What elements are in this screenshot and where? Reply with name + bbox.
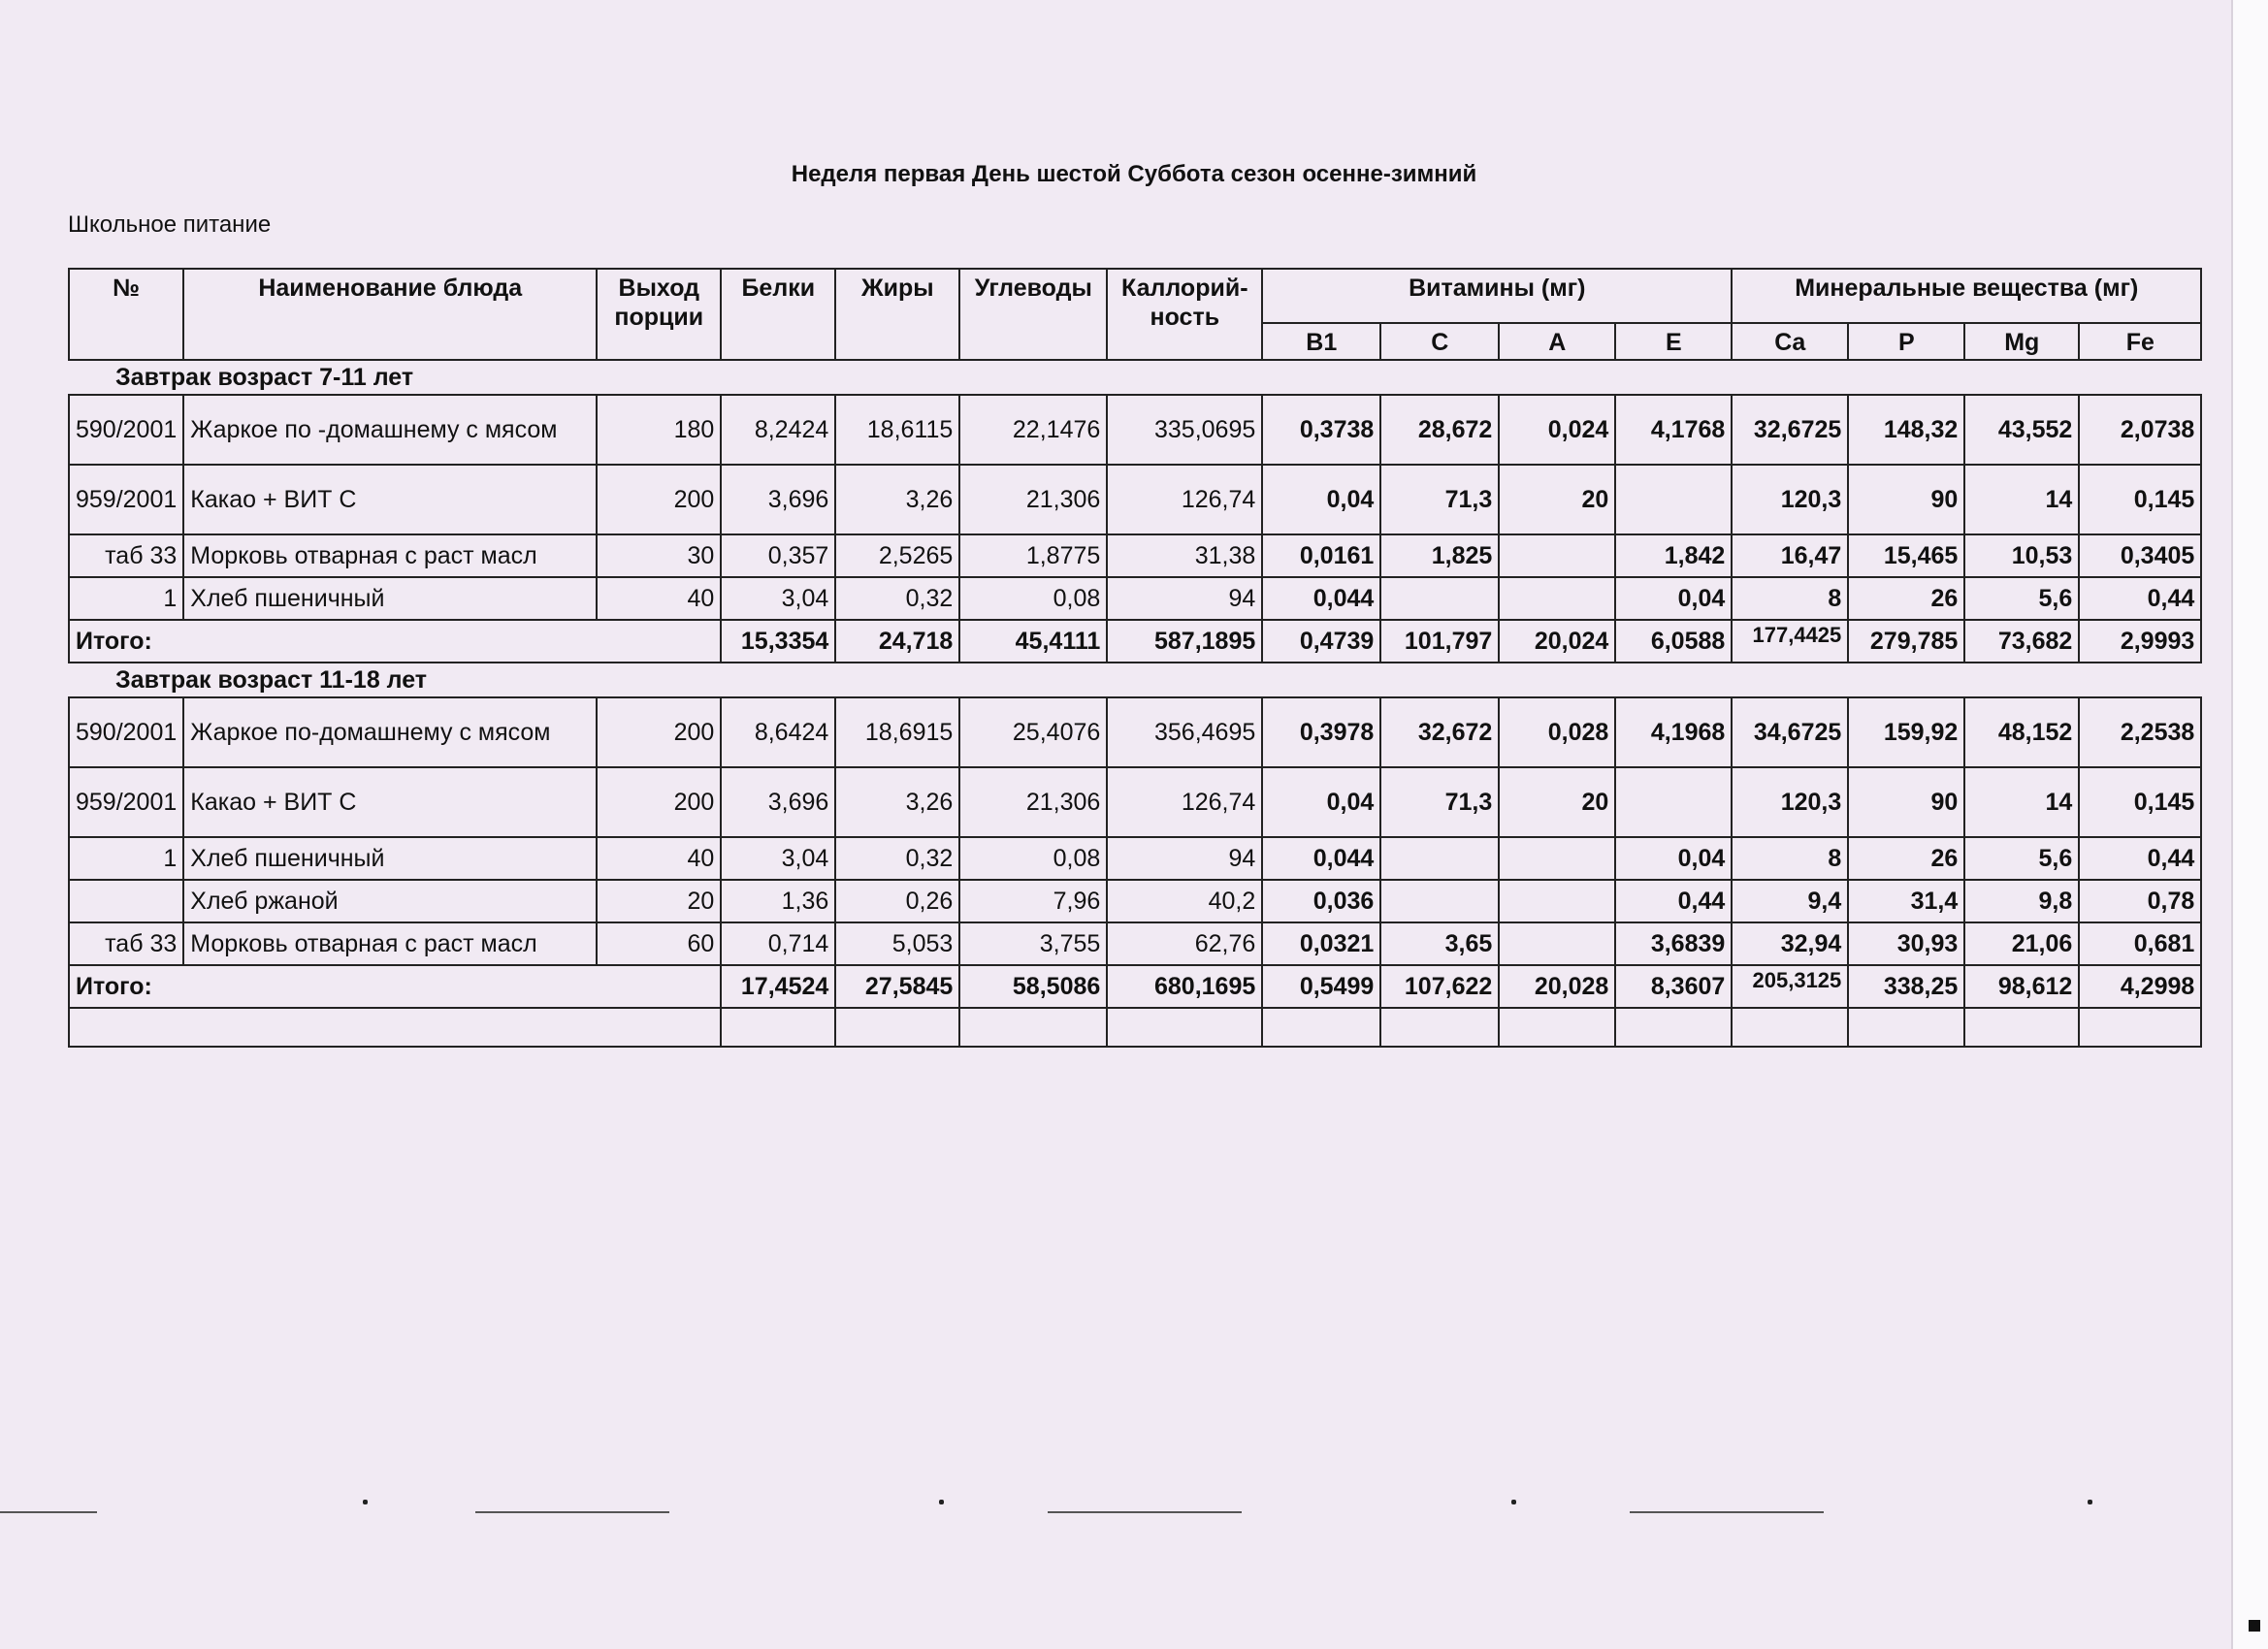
p-total: 338,25 — [1848, 965, 1964, 1008]
fe-total: 2,9993 — [2079, 620, 2201, 663]
dish-name: Хлеб пшеничный — [183, 577, 597, 620]
fat-cell: 18,6115 — [835, 395, 959, 465]
page-edge — [2231, 0, 2268, 1649]
table-row — [69, 837, 2201, 880]
b1-cell: 0,04 — [1262, 465, 1380, 534]
scan-line — [1630, 1511, 1824, 1513]
p-cell: 30,93 — [1848, 922, 1964, 965]
a-total: 20,024 — [1499, 620, 1615, 663]
table-row — [69, 395, 2201, 465]
section-title: Завтрак возраст 11-18 лет — [69, 663, 2201, 697]
fat-total: 27,5845 — [835, 965, 959, 1008]
mg-cell: 9,8 — [1964, 880, 2079, 922]
mg-cell: 5,6 — [1964, 837, 2079, 880]
mg-total: 73,682 — [1964, 620, 2079, 663]
carbs-cell: 25,4076 — [959, 697, 1107, 767]
table-row — [69, 922, 2201, 965]
table-row — [69, 880, 2201, 922]
ca-cell: 120,3 — [1732, 767, 1848, 837]
portion-cell: 60 — [597, 922, 721, 965]
section-breakfast-11-18 — [69, 663, 2201, 1047]
e-cell: 0,44 — [1615, 880, 1732, 922]
b1-total: 0,5499 — [1262, 965, 1380, 1008]
e-total: 8,3607 — [1615, 965, 1732, 1008]
scan-dot — [939, 1500, 944, 1504]
table-header — [69, 269, 2201, 360]
ca-cell: 34,6725 — [1732, 697, 1848, 767]
header-protein: Белки — [721, 269, 835, 360]
p-cell: 90 — [1848, 767, 1964, 837]
fat-cell: 2,5265 — [835, 534, 959, 577]
calories-cell: 62,76 — [1107, 922, 1262, 965]
header-minerals: Минеральные вещества (мг) — [1732, 269, 2201, 323]
ca-cell: 120,3 — [1732, 465, 1848, 534]
a-cell — [1499, 534, 1615, 577]
portion-cell: 20 — [597, 880, 721, 922]
table-row — [69, 534, 2201, 577]
dish-name: Жаркое по-домашнему с мясом — [183, 697, 597, 767]
header-carbs: Углеводы — [959, 269, 1107, 360]
scan-line — [0, 1511, 97, 1513]
c-cell — [1380, 837, 1499, 880]
fat-cell: 0,32 — [835, 837, 959, 880]
a-cell — [1499, 922, 1615, 965]
c-cell: 28,672 — [1380, 395, 1499, 465]
b1-total: 0,4739 — [1262, 620, 1380, 663]
header-mineral-mg: Mg — [1964, 323, 2079, 360]
ca-cell: 8 — [1732, 837, 1848, 880]
dish-code: 959/2001 — [69, 767, 183, 837]
scan-line — [1048, 1511, 1242, 1513]
e-cell: 3,6839 — [1615, 922, 1732, 965]
p-cell: 90 — [1848, 465, 1964, 534]
dish-code: 590/2001 — [69, 395, 183, 465]
fe-cell: 2,2538 — [2079, 697, 2201, 767]
header-portion: Выход порции — [597, 269, 721, 360]
c-cell: 3,65 — [1380, 922, 1499, 965]
mg-cell: 43,552 — [1964, 395, 2079, 465]
portion-cell: 200 — [597, 697, 721, 767]
c-cell: 32,672 — [1380, 697, 1499, 767]
b1-cell: 0,044 — [1262, 837, 1380, 880]
c-cell — [1380, 577, 1499, 620]
a-cell: 20 — [1499, 767, 1615, 837]
header-fat: Жиры — [835, 269, 959, 360]
e-total: 6,0588 — [1615, 620, 1732, 663]
b1-cell: 0,3738 — [1262, 395, 1380, 465]
carbs-total: 58,5086 — [959, 965, 1107, 1008]
header-vitamin-c: C — [1380, 323, 1499, 360]
e-cell: 1,842 — [1615, 534, 1732, 577]
table-row — [69, 465, 2201, 534]
fat-cell: 3,26 — [835, 767, 959, 837]
calories-cell: 126,74 — [1107, 767, 1262, 837]
carbs-cell: 0,08 — [959, 837, 1107, 880]
header-vitamins: Витамины (мг) — [1262, 269, 1732, 323]
ca-cell: 16,47 — [1732, 534, 1848, 577]
p-cell: 148,32 — [1848, 395, 1964, 465]
header-vitamin-a: A — [1499, 323, 1615, 360]
total-row — [69, 965, 2201, 1008]
table-row — [69, 697, 2201, 767]
b1-cell: 0,04 — [1262, 767, 1380, 837]
carbs-cell: 7,96 — [959, 880, 1107, 922]
dish-code — [69, 880, 183, 922]
c-total: 101,797 — [1380, 620, 1499, 663]
carbs-cell: 1,8775 — [959, 534, 1107, 577]
header-mineral-fe: Fe — [2079, 323, 2201, 360]
carbs-total: 45,4111 — [959, 620, 1107, 663]
mg-cell: 14 — [1964, 465, 2079, 534]
nutrition-table — [68, 268, 2202, 1048]
calories-cell: 31,38 — [1107, 534, 1262, 577]
a-total: 20,028 — [1499, 965, 1615, 1008]
fe-cell: 0,145 — [2079, 767, 2201, 837]
fe-cell: 0,3405 — [2079, 534, 2201, 577]
protein-total: 17,4524 — [721, 965, 835, 1008]
protein-cell: 3,696 — [721, 465, 835, 534]
table-row — [69, 577, 2201, 620]
dish-name: Морковь отварная с раст масл — [183, 922, 597, 965]
fe-cell: 2,0738 — [2079, 395, 2201, 465]
calories-total: 680,1695 — [1107, 965, 1262, 1008]
dish-code: таб 33 — [69, 922, 183, 965]
dish-code: 959/2001 — [69, 465, 183, 534]
portion-cell: 40 — [597, 837, 721, 880]
dish-code: таб 33 — [69, 534, 183, 577]
mg-cell: 14 — [1964, 767, 2079, 837]
protein-cell: 0,357 — [721, 534, 835, 577]
fe-cell: 0,681 — [2079, 922, 2201, 965]
total-row — [69, 620, 2201, 663]
a-cell: 20 — [1499, 465, 1615, 534]
dish-code: 1 — [69, 577, 183, 620]
e-cell: 0,04 — [1615, 837, 1732, 880]
dish-name: Хлеб ржаной — [183, 880, 597, 922]
protein-cell: 0,714 — [721, 922, 835, 965]
protein-cell: 8,2424 — [721, 395, 835, 465]
header-number: № — [69, 269, 183, 360]
protein-cell: 3,696 — [721, 767, 835, 837]
fe-cell: 0,44 — [2079, 577, 2201, 620]
calories-cell: 94 — [1107, 577, 1262, 620]
carbs-cell: 21,306 — [959, 767, 1107, 837]
scan-dot — [2088, 1500, 2092, 1504]
p-total: 279,785 — [1848, 620, 1964, 663]
b1-cell: 0,044 — [1262, 577, 1380, 620]
b1-cell: 0,0321 — [1262, 922, 1380, 965]
protein-cell: 1,36 — [721, 880, 835, 922]
carbs-cell: 0,08 — [959, 577, 1107, 620]
protein-cell: 3,04 — [721, 577, 835, 620]
carbs-cell: 3,755 — [959, 922, 1107, 965]
c-total: 107,622 — [1380, 965, 1499, 1008]
empty-row — [69, 1008, 2201, 1047]
protein-cell: 3,04 — [721, 837, 835, 880]
scan-dot — [1511, 1500, 1516, 1504]
scan-dot — [363, 1500, 368, 1504]
dish-name: Какао + ВИТ С — [183, 767, 597, 837]
section-title: Завтрак возраст 7-11 лет — [69, 360, 2201, 395]
p-cell: 159,92 — [1848, 697, 1964, 767]
dish-name: Какао + ВИТ С — [183, 465, 597, 534]
ca-cell: 8 — [1732, 577, 1848, 620]
e-cell: 4,1768 — [1615, 395, 1732, 465]
a-cell: 0,024 — [1499, 395, 1615, 465]
calories-cell: 335,0695 — [1107, 395, 1262, 465]
ca-total: 177,4425 — [1732, 620, 1848, 663]
table-row — [69, 767, 2201, 837]
carbs-cell: 22,1476 — [959, 395, 1107, 465]
header-dish: Наименование блюда — [183, 269, 597, 360]
mg-cell: 48,152 — [1964, 697, 2079, 767]
calories-cell: 94 — [1107, 837, 1262, 880]
dish-name: Хлеб пшеничный — [183, 837, 597, 880]
mg-cell: 5,6 — [1964, 577, 2079, 620]
portion-cell: 200 — [597, 767, 721, 837]
mg-cell: 21,06 — [1964, 922, 2079, 965]
fe-cell: 0,145 — [2079, 465, 2201, 534]
document-title: Неделя первая День шестой Суббота сезон осенне-зимний — [791, 161, 1477, 187]
fat-cell: 0,26 — [835, 880, 959, 922]
a-cell — [1499, 577, 1615, 620]
fat-total: 24,718 — [835, 620, 959, 663]
header-calories: Каллорий-ность — [1107, 269, 1262, 360]
b1-cell: 0,036 — [1262, 880, 1380, 922]
fat-cell: 0,32 — [835, 577, 959, 620]
header-mineral-ca: Ca — [1732, 323, 1848, 360]
p-cell: 26 — [1848, 837, 1964, 880]
header-vitamin-b1: B1 — [1262, 323, 1380, 360]
dish-code: 1 — [69, 837, 183, 880]
mg-cell: 10,53 — [1964, 534, 2079, 577]
c-cell: 71,3 — [1380, 767, 1499, 837]
header-vitamin-e: E — [1615, 323, 1732, 360]
c-cell: 71,3 — [1380, 465, 1499, 534]
p-cell: 15,465 — [1848, 534, 1964, 577]
dish-code: 590/2001 — [69, 697, 183, 767]
section-breakfast-7-11 — [69, 360, 2201, 663]
e-cell — [1615, 767, 1732, 837]
calories-total: 587,1895 — [1107, 620, 1262, 663]
dish-name: Жаркое по -домашнему с мясом — [183, 395, 597, 465]
c-cell: 1,825 — [1380, 534, 1499, 577]
e-cell: 4,1968 — [1615, 697, 1732, 767]
a-cell: 0,028 — [1499, 697, 1615, 767]
portion-cell: 40 — [597, 577, 721, 620]
a-cell — [1499, 880, 1615, 922]
scan-line — [475, 1511, 669, 1513]
mg-total: 98,612 — [1964, 965, 2079, 1008]
fat-cell: 3,26 — [835, 465, 959, 534]
portion-cell: 180 — [597, 395, 721, 465]
b1-cell: 0,0161 — [1262, 534, 1380, 577]
fat-cell: 18,6915 — [835, 697, 959, 767]
protein-total: 15,3354 — [721, 620, 835, 663]
fe-cell: 0,44 — [2079, 837, 2201, 880]
p-cell: 31,4 — [1848, 880, 1964, 922]
fat-cell: 5,053 — [835, 922, 959, 965]
p-cell: 26 — [1848, 577, 1964, 620]
scan-corner-mark — [2249, 1620, 2260, 1632]
b1-cell: 0,3978 — [1262, 697, 1380, 767]
a-cell — [1499, 837, 1615, 880]
portion-cell: 30 — [597, 534, 721, 577]
ca-cell: 9,4 — [1732, 880, 1848, 922]
calories-cell: 40,2 — [1107, 880, 1262, 922]
fe-total: 4,2998 — [2079, 965, 2201, 1008]
carbs-cell: 21,306 — [959, 465, 1107, 534]
e-cell: 0,04 — [1615, 577, 1732, 620]
e-cell — [1615, 465, 1732, 534]
ca-cell: 32,6725 — [1732, 395, 1848, 465]
protein-cell: 8,6424 — [721, 697, 835, 767]
ca-cell: 32,94 — [1732, 922, 1848, 965]
c-cell — [1380, 880, 1499, 922]
document-subtitle: Школьное питание — [68, 211, 272, 238]
ca-total: 205,3125 — [1732, 965, 1848, 1008]
calories-cell: 356,4695 — [1107, 697, 1262, 767]
total-label: Итого: — [69, 620, 721, 663]
header-mineral-p: P — [1848, 323, 1964, 360]
fe-cell: 0,78 — [2079, 880, 2201, 922]
calories-cell: 126,74 — [1107, 465, 1262, 534]
dish-name: Морковь отварная с раст масл — [183, 534, 597, 577]
portion-cell: 200 — [597, 465, 721, 534]
total-label: Итого: — [69, 965, 721, 1008]
